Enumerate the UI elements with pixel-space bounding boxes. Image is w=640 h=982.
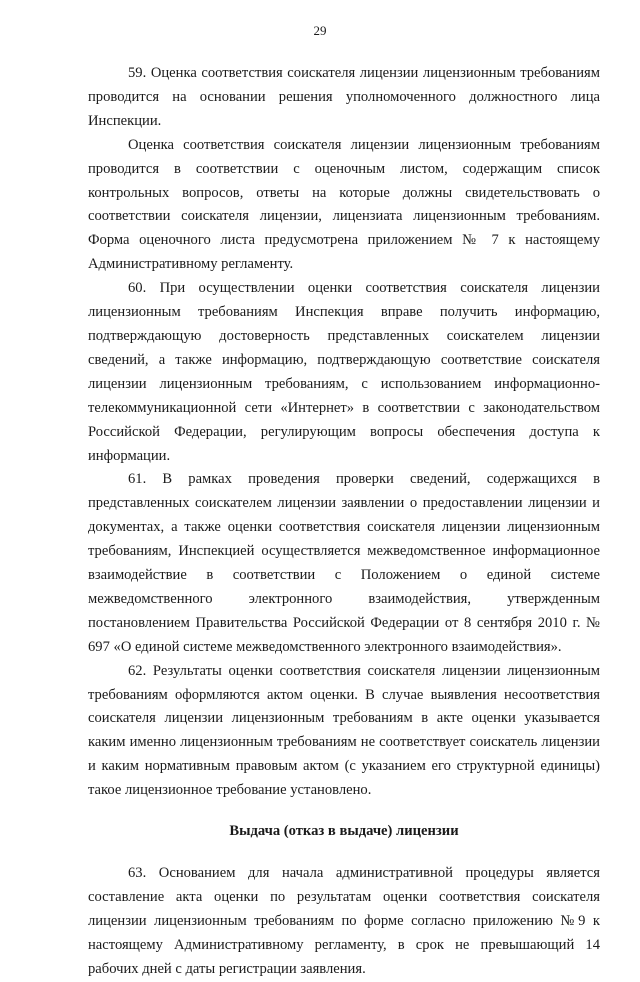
- paragraph-60: 60. При осуществлении оценки соответствия соискателя лицензии лицензионным требованиям Инспекция вправе получить информацию, подтверждающую достоверность представленных соискателем лицензии сведений, а также информацию, подтверждающую соответствие соискателя лицензии лицензионным требованиям, с использованием информационно-телекоммуникационной сети «Интернет» в соответствии с законодательством Российской Федерации, регулирующим вопросы обеспечения доступа к информации.: [88, 280, 600, 464]
- section-heading: Выдача (отказ в выдаче) лицензии: [229, 823, 459, 840]
- paragraph-59: 59. Оценка соответствия соискателя лицензии лицензионным требованиям проводится на основании решения уполномоченного должностного лица Инспекции.: [88, 65, 600, 129]
- paragraph-63: 63. Основанием для начала административной процедуры является составление акта оценки по результатам оценки соответствия соискателя лицензии лицензионным требованиям по форме согласно приложению №9 к настоящему Административному регламенту, в срок не превышающий 14 рабочих дней с даты регистрации заявления.: [88, 865, 600, 977]
- page-number: 29: [313, 23, 327, 38]
- paragraph-59-continuation: Оценка соответствия соискателя лицензии лицензионным требованиям проводится в соответствии с оценочным листом, содержащим список контрольных вопросов, ответы на которые должны свидетельствовать о соответствии соискателя лицензии, лицензиата лицензионным требованиям. Форма оценочного листа предусмотрена приложением № 7 к настоящему Административному регламенту.: [88, 136, 600, 273]
- paragraph-61: 61. В рамках проведения проверки сведений, содержащихся в представленных соискателем лицензии заявлении о предоставлении лицензии и документах, а также оценки соответствия соискателя лицензии лицензионным требованиям, Инспекцией осуществляется межведомственное информационное взаимодействие в соответствии с Положением о единой системе межведомственного электронного взаимодействия, утвержденным постановлением Правительства Российской Федерации от 8 сентября 2010 г. № 697 «О единой системе межведомственного электронного взаимодействия».: [88, 471, 600, 655]
- document-body: [88, 62, 600, 982]
- paragraph-62: 62. Результаты оценки соответствия соискателя лицензии лицензионным требованиям оформляются актом оценки. В случае выявления несоответствия соискателя лицензии лицензионным требованиям в акте оценки указывается каким именно лицензионным требованиям не соответствует соискатель лицензии и каким нормативным правовым актом (с указанием его структурной единицы) такое лицензионное требование установлено.: [88, 662, 600, 799]
